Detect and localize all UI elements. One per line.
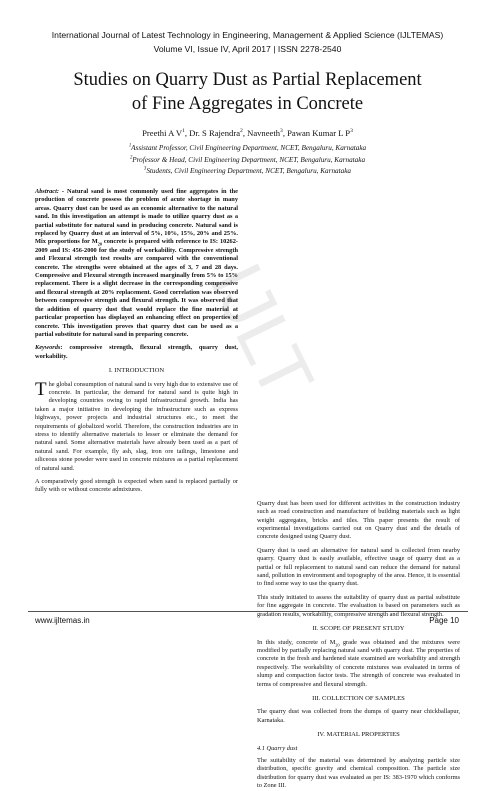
- paper-title: [40, 68, 455, 116]
- section-heading-material: IV. MATERIAL PROPERTIES: [317, 731, 400, 739]
- watermark: IJLT: [194, 250, 330, 412]
- affiliation-text: Assistant Professor, Civil Engineering Department, NCET, Bengaluru, Karnataka: [131, 144, 367, 152]
- body-paragraph-3: This study initiated to assess the suitability of quarry dust as partial substitute for fine aggregate in concrete. The evaluation is based on parameters such as gradation results, workability, compressive strength and flexural strength.: [257, 593, 460, 618]
- author-separator: ,: [184, 128, 190, 138]
- scope-text-cont: grade was obtained and the mixtures were modified by partially replacing natural sand with quarry dust. The properties of concrete in the fresh and hardened state examined are workability and strength respectively. The workability of concrete mixtures was evaluated in terms of slump and compaction factor tests. The strength of concrete was evaluated in terms of compressive and flexural strength.: [257, 638, 460, 688]
- affiliation-2: [0, 155, 495, 167]
- author-3: Navneeth: [247, 128, 281, 138]
- body-paragraph-2: Quarry dust is used an alternative for natural sand is collected from nearby quarry. Quarry dust is easily available, effective usage of quarry dust as a partial or full replacement to natural sand can reduce the demand for natural sand, pollution in environment and topography of the area. Hence, it is essential to find some way to use the quarry dust.: [257, 546, 460, 588]
- author-1-mark: 1: [182, 128, 185, 135]
- scope-subscript: 20: [335, 641, 340, 647]
- affiliation-3: [0, 166, 495, 178]
- section-heading-introduction: I. INTRODUCTION: [108, 367, 165, 375]
- author-list: [0, 128, 495, 138]
- section-heading-collection: III. COLLECTION OF SAMPLES: [312, 694, 405, 702]
- author-3-mark: 3: [280, 128, 283, 135]
- keywords-text: : compressive strength, flexural strength, quarry dust, workability.: [35, 344, 238, 360]
- material-paragraph: The suitability of the material was determined by analyzing particle size distribution, specific gravity and chemical composition. The particle size distribution for quarry dust was evaluated as per IS: 383-1970 which conforms to Zone III.: [257, 756, 460, 790]
- journal-issue: Volume VI, Issue IV, April 2017 | ISSN 2278-2540: [153, 44, 342, 54]
- right-column: [257, 500, 460, 791]
- journal-header: [0, 28, 495, 56]
- author-separator: ,: [242, 128, 248, 138]
- author-2-mark: 2: [240, 128, 243, 135]
- journal-name: International Journal of Latest Technology in Engineering, Management & Applied Science (IJLTEMAS): [51, 30, 444, 40]
- left-column: [35, 188, 238, 495]
- drop-cap: T: [35, 378, 47, 400]
- footer-website: www.ijltemas.in: [35, 616, 90, 625]
- author-2: Dr. S Rajendra: [189, 128, 241, 138]
- footer-page-number: Page 10: [429, 616, 459, 625]
- intro-paragraph-1: [35, 378, 238, 473]
- title-line-2: of Fine Aggregates in Concrete: [131, 94, 364, 114]
- affiliation-text: Professor & Head, Civil Engineering Department, NCET, Bengaluru, Karnataka: [132, 155, 366, 164]
- author-4-mark: 3: [350, 128, 353, 135]
- author-1: Preethi A V: [142, 128, 183, 138]
- scope-text: In this study, concrete of M: [257, 638, 336, 646]
- affiliation-1: [0, 143, 495, 155]
- intro-text: he global consumption of natural sand is very high due to extensive use of concrete. In particular, the demand for natural sand is quite high in developing countries owing to rapid infrastructural growth. India has taken a major initiative in developing the infrastructure such as express highways, power projects and industrial structures etc., to meet the requirements of globalized world. Therefore, the construction industries are in stress to identify alternative materials to lesser or eliminate the demand for natural sand. Some alternative materials have already been used as a part of natural sand. For example, fly ash, slag, iron ore tailings, limestone and siliceous stone powder were used in concrete mixtures as a partial replacement of natural sand.: [35, 380, 238, 472]
- affiliations: [0, 143, 495, 178]
- abstract-text-cont: concrete is prepared with reference to IS: 10262-2009 and IS: 456-2000 for the study of workability. Compressive strength and Flexural strength test results are compared with the conventional concrete. The strengths were obtained at the ages of 3, 7 and 28 days. Compressive and Flexural strength increased marginally from 5% to 15% replacement. There is a slight decrease in the corresponding compressive and flexural strength at 20% replacement. Good correlation was observed between compressive strength and flexural strength. It was observed that the addition of quarry dust that would replace the fine material at particular proportion has displayed an enhancing effect on properties of concrete. This investigation proves that quarry dust can be used as a partial substitute for natural sand in preparing concrete.: [35, 238, 238, 338]
- abstract-text: Natural sand is most commonly used fine aggregates in the production of concrete possess the problem of acute shortage in many areas. Quarry dust can be used as an economic alternative to the natural sand. In this investigation an attempt is made to utilize quarry dust as a partial substitute for natural sand in producing concrete. Natural sand is replaced by Quarry dust at an interval of 5%, 10%, 15%, 20% and 25%. Mix proportions for M: [35, 188, 238, 246]
- title-line-1: Studies on Quarry Dust as Partial Replacement: [73, 70, 422, 90]
- abstract: [35, 188, 238, 339]
- scope-paragraph: [257, 639, 460, 689]
- body-paragraph-1: Quarry dust has been used for different activities in the construction industry such as road construction and manufacture of building materials such as light weight aggregates, bricks and tiles. This paper presents the result of experimental investigations carried out on Quarry dust and the details of concrete designed using Quarry dust.: [257, 499, 460, 541]
- affiliation-mark: 2: [129, 155, 133, 161]
- collection-paragraph: The quarry dust was collected from the dumps of quarry near chickballapur, Karnataka.: [257, 708, 460, 724]
- keywords-label: Keywords: [35, 344, 61, 352]
- affiliation-text: Students, Civil Engineering Department, NCET, Bengaluru, Karnataka: [146, 167, 352, 175]
- author-separator: ,: [282, 128, 288, 138]
- section-heading-scope: II. SCOPE OF PRESENT STUDY: [312, 625, 405, 633]
- abstract-subscript: 20: [97, 241, 102, 247]
- affiliation-mark: 3: [143, 166, 147, 172]
- keywords: [35, 344, 238, 361]
- author-4: Pawan Kumar L P: [287, 128, 351, 138]
- intro-paragraph-2: A comparatively good strength is expected when sand is replaced partially or fully with or without concrete admixtures.: [35, 478, 238, 494]
- affiliation-mark: 1: [128, 143, 132, 149]
- abstract-label: Abstract: -: [35, 188, 65, 195]
- subsection-heading-quarry-dust: 4.1 Quarry dust: [257, 744, 298, 752]
